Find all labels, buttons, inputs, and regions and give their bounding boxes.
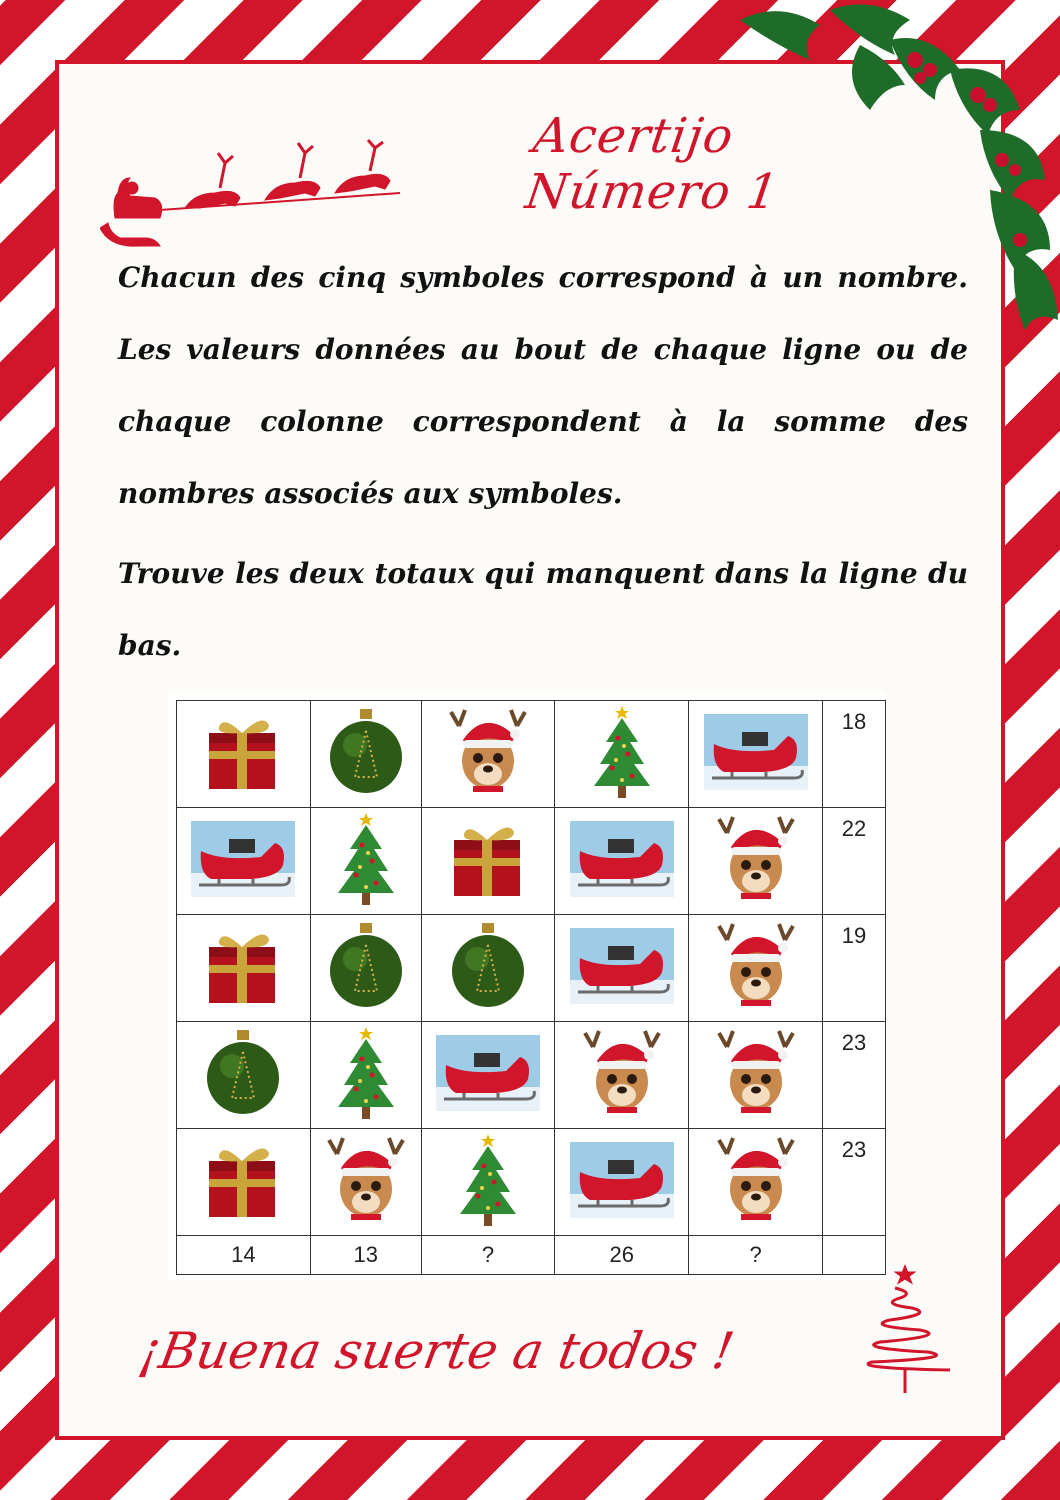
grid-cell-ornament — [310, 701, 421, 808]
grid-cell-reindeer — [421, 701, 555, 808]
reindeer-icon — [713, 920, 799, 1017]
row-total-value: 23 — [841, 1137, 867, 1162]
grid-cell-ornament — [177, 1022, 311, 1129]
gift-icon — [203, 711, 283, 798]
task-paragraph: Trouve les deux totaux qui manquent dans la ligne du bas. — [118, 557, 968, 662]
sleigh-icon — [570, 821, 674, 902]
ornament-icon — [204, 1028, 282, 1123]
santa-sleigh-icon — [100, 138, 410, 253]
reindeer-icon — [323, 1134, 409, 1231]
column-total: 26 — [555, 1236, 689, 1275]
grid-cell-gift — [177, 1129, 311, 1236]
tree-icon — [454, 1130, 522, 1235]
puzzle-row — [177, 915, 886, 1022]
grid-cell-reindeer — [689, 1022, 823, 1129]
tree-icon — [332, 1023, 400, 1128]
christmas-tree-icon — [850, 1258, 960, 1398]
tree-icon — [332, 809, 400, 914]
puzzle-row — [177, 701, 886, 808]
grid-cell-reindeer — [689, 915, 823, 1022]
column-total: ? — [421, 1236, 555, 1275]
grid-cell-ornament — [421, 915, 555, 1022]
reindeer-icon — [713, 813, 799, 910]
grid-cell-sleigh — [555, 808, 689, 915]
gift-icon — [203, 925, 283, 1012]
puzzle-row — [177, 808, 886, 915]
page-title: Acertijo Número 1 — [522, 108, 783, 220]
grid-cell-tree — [421, 1129, 555, 1236]
grid-cell-sleigh — [421, 1022, 555, 1129]
grid-cell-reindeer — [689, 1129, 823, 1236]
grid-cell-tree — [555, 701, 689, 808]
puzzle-row — [177, 1129, 886, 1236]
grid-cell-gift — [421, 808, 555, 915]
grid-cell-reindeer — [310, 1129, 421, 1236]
row-total — [823, 915, 886, 1022]
row-total-value: 18 — [841, 709, 867, 734]
reindeer-icon — [445, 706, 531, 803]
column-totals-row — [177, 1236, 886, 1275]
gift-icon — [203, 1139, 283, 1226]
instructions-paragraph: Chacun des cinq symboles correspond à un nombre. Les valeurs données au bout de chaque ligne ou de chaque colonne correspondent à la somme des nombres associés aux symboles. — [118, 261, 968, 510]
grid-cell-sleigh — [555, 915, 689, 1022]
grid-cell-reindeer — [689, 808, 823, 915]
grid-cell-sleigh — [555, 1129, 689, 1236]
column-total: ? — [689, 1236, 823, 1275]
grid-cell-gift — [177, 701, 311, 808]
grid-cell-reindeer — [555, 1022, 689, 1129]
column-total: 14 — [177, 1236, 311, 1275]
row-total — [823, 701, 886, 808]
grid-cell-sleigh — [177, 808, 311, 915]
puzzle-grid — [176, 700, 886, 1275]
reindeer-icon — [579, 1027, 665, 1124]
ornament-icon — [327, 707, 405, 802]
column-total: 13 — [310, 1236, 421, 1275]
puzzle-row — [177, 1022, 886, 1129]
row-total-value: 22 — [841, 816, 867, 841]
ornament-icon — [327, 921, 405, 1016]
grid-cell-ornament — [310, 915, 421, 1022]
ornament-icon — [449, 921, 527, 1016]
row-total-value: 19 — [841, 923, 867, 948]
grid-cell-gift — [177, 915, 311, 1022]
row-total-value: 23 — [841, 1030, 867, 1055]
grid-cell-sleigh — [689, 701, 823, 808]
sleigh-icon — [570, 928, 674, 1009]
row-total — [823, 1022, 886, 1129]
sleigh-icon — [191, 821, 295, 902]
row-total — [823, 808, 886, 915]
grid-cell-tree — [310, 1022, 421, 1129]
sleigh-icon — [570, 1142, 674, 1223]
tree-icon — [588, 702, 656, 807]
reindeer-icon — [713, 1027, 799, 1124]
grid-cell-tree — [310, 808, 421, 915]
gift-icon — [448, 818, 528, 905]
row-total — [823, 1129, 886, 1236]
sleigh-icon — [436, 1035, 540, 1116]
reindeer-icon — [713, 1134, 799, 1231]
puzzle-grid-container — [168, 692, 886, 1280]
good-luck-message: ¡Buena suerte a todos ! — [134, 1322, 739, 1380]
sleigh-icon — [704, 714, 808, 795]
